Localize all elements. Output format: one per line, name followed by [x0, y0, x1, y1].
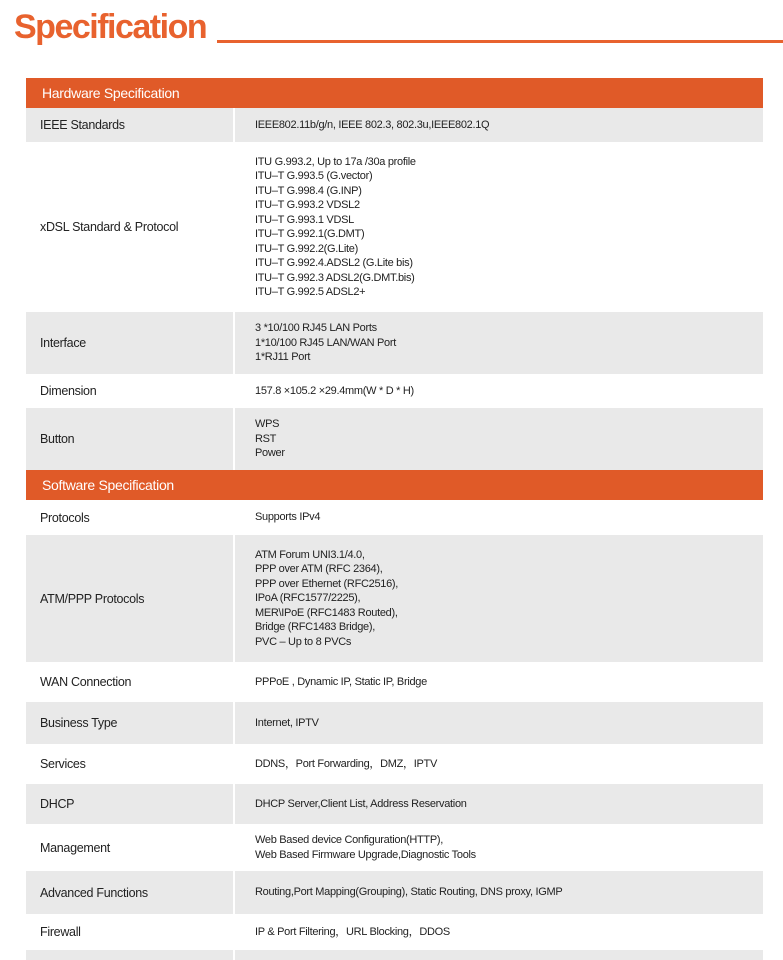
spec-value-line: PPPoE , Dynamic IP, Static IP, Bridge [255, 675, 427, 688]
spec-label: Advanced Functions [26, 871, 235, 914]
title-underline [217, 40, 783, 43]
spec-value-line: 1*RJ11 Port [255, 351, 311, 364]
spec-label: Dimension [26, 374, 235, 408]
spec-value-line: Internet, IPTV [255, 716, 319, 729]
spec-row [26, 374, 763, 408]
spec-value-line: PVC – Up to 8 PVCs [255, 635, 352, 648]
spec-value [235, 548, 398, 650]
spec-label: DHCP [26, 784, 235, 824]
spec-value-line: Web Based Firmware Upgrade,Diagnostic Tools [255, 848, 476, 861]
spec-value [235, 833, 476, 862]
spec-table [26, 78, 763, 960]
spec-value-line: ITU–T G.993.2 VDSL2 [255, 199, 360, 211]
spec-value-line: PPP over ATM (RFC 2364), [255, 563, 383, 576]
spec-row [26, 744, 763, 784]
spec-label: Interface [26, 312, 235, 374]
spec-value-line: ITU–T G.993.1 VDSL [255, 213, 354, 226]
section-header: Software Specification [26, 470, 763, 500]
spec-row [26, 408, 763, 470]
spec-row [26, 871, 763, 914]
spec-row [26, 142, 763, 312]
spec-value-line: Supports IPv4 [255, 511, 321, 524]
spec-value-line: ITU–T G.992.1(G.DMT) [255, 228, 365, 240]
spec-row [26, 784, 763, 824]
spec-label: Button [26, 408, 235, 470]
spec-value [235, 757, 437, 772]
spec-value-line: ITU–T G.998.4 (G.INP) [255, 184, 362, 197]
spec-value [235, 155, 416, 300]
spec-value-line: ITU G.993.2, Up to 17a /30a profile [255, 155, 416, 168]
spec-value-line: Web Based device Configuration(HTTP), [255, 834, 444, 846]
section-header: Hardware Specification [26, 78, 763, 108]
spec-value-line: IP & Port Filtering，URL Blocking，DDOS [255, 925, 450, 938]
spec-value [235, 417, 285, 461]
spec-value [235, 885, 562, 900]
spec-value [235, 716, 319, 731]
spec-value-line: ITU–T G.992.2(G.Lite) [255, 242, 358, 255]
spec-row [26, 824, 763, 871]
spec-row [26, 312, 763, 374]
spec-value [235, 675, 427, 690]
spec-label: WAN Connection [26, 662, 235, 702]
spec-value-line: 157.8 ×105.2 ×29.4mm(W * D * H) [255, 384, 414, 397]
page-title: Specification [14, 8, 207, 46]
spec-row [26, 500, 763, 535]
spec-row [26, 662, 763, 702]
spec-value [235, 118, 489, 133]
spec-label: xDSL Standard & Protocol [26, 142, 235, 312]
spec-value-line: IPoA (RFC1577/2225), [255, 592, 361, 605]
spec-label: Management [26, 824, 235, 871]
spec-value-line: DDNS，Port Forwarding，DMZ，IPTV [255, 757, 437, 770]
spec-value-line: DHCP Server,Client List, Address Reservation [255, 797, 467, 810]
spec-value-line: 3 *10/100 RJ45 LAN Ports [255, 322, 377, 335]
spec-value-line: ITU–T G.992.3 ADSL2(G.DMT.bis) [255, 271, 415, 284]
spec-value-line: PPP over Ethernet (RFC2516), [255, 577, 399, 590]
spec-label: ATM/PPP Protocols [26, 535, 235, 662]
spec-row [26, 702, 763, 744]
spec-label: IEEE Standards [26, 108, 235, 142]
spec-value-line: ITU–T G.992.5 ADSL2+ [255, 286, 366, 298]
spec-value [235, 384, 414, 399]
spec-label: Business Type [26, 702, 235, 744]
spec-value-line: WPS [255, 418, 280, 431]
spec-value-line: ITU–T G.993.5 (G.vector) [255, 170, 373, 182]
spec-row [26, 914, 763, 950]
spec-value-line: RST [255, 432, 277, 445]
spec-value [235, 925, 450, 940]
spec-value [235, 510, 320, 525]
spec-row [26, 108, 763, 142]
spec-row [26, 950, 763, 960]
spec-value-line: Bridge (RFC1483 Bridge), [255, 621, 375, 634]
spec-label [26, 950, 235, 960]
spec-value [235, 797, 467, 812]
spec-value-line: ITU–T G.992.4.ADSL2 (G.Lite bis) [255, 257, 413, 269]
spec-value-line: 1*10/100 RJ45 LAN/WAN Port [255, 336, 396, 349]
spec-value-line: IEEE802.11b/g/n, IEEE 802.3, 802.3u,IEEE802.1Q [255, 118, 490, 131]
spec-label: Firewall [26, 914, 235, 950]
spec-value-line: Routing,Port Mapping(Grouping), Static Routing, DNS proxy, IGMP [255, 886, 563, 899]
spec-value-line: Power [255, 447, 285, 460]
spec-row [26, 535, 763, 662]
spec-label: Services [26, 744, 235, 784]
spec-label: Protocols [26, 500, 235, 535]
spec-value-line: MER\IPoE (RFC1483 Routed), [255, 606, 398, 619]
spec-value-line: ATM Forum UNI3.1/4.0, [255, 548, 365, 561]
spec-value [235, 321, 396, 365]
